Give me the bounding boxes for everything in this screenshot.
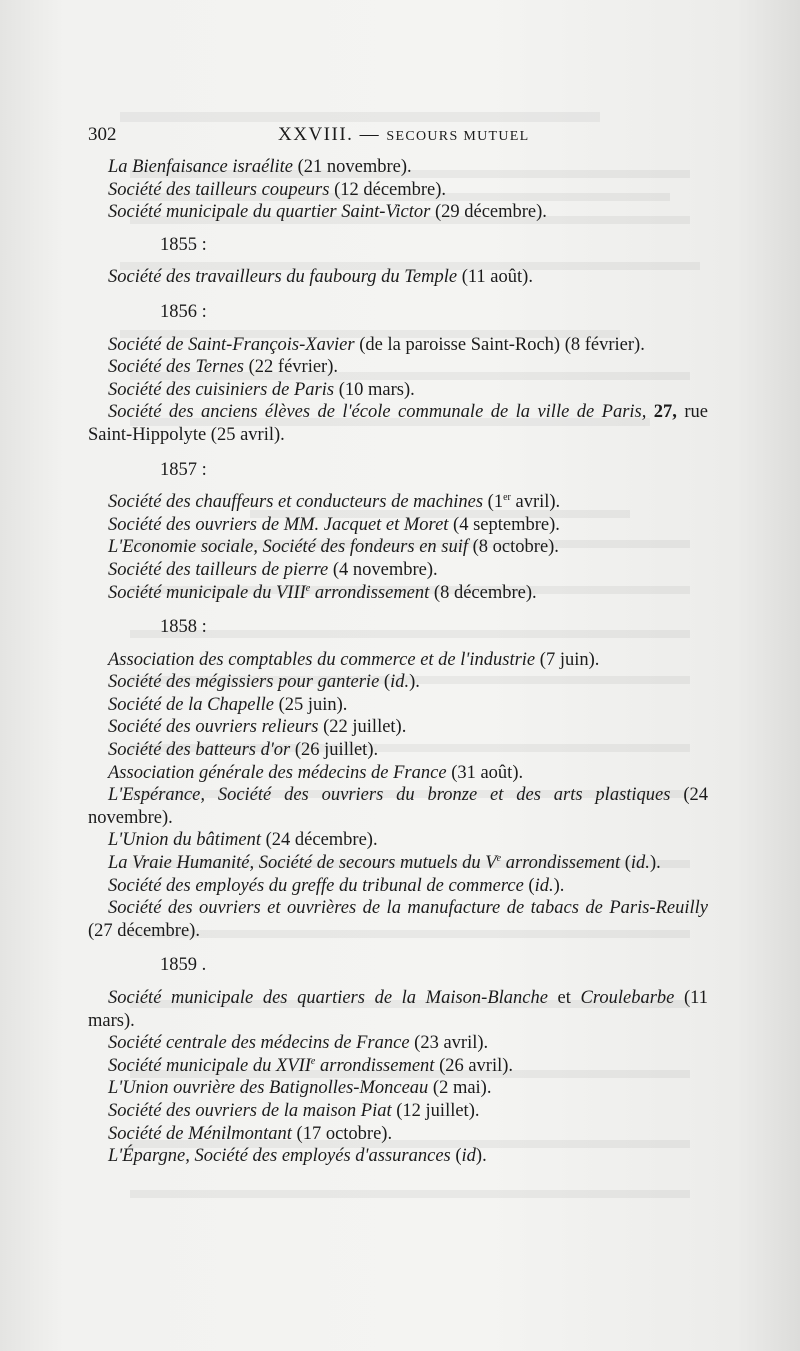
society-entry [88, 739, 708, 762]
society-entry [88, 491, 708, 514]
year-heading: 1857 : [160, 459, 207, 480]
entry-name: id. [390, 672, 410, 693]
entry-name: Société des ouvriers et ouvrières de la manufacture de tabacs de Paris-Reuilly [108, 898, 708, 919]
entry-name: Société des ouvriers relieurs [108, 717, 319, 738]
society-entry [88, 1123, 708, 1146]
society-entry [88, 875, 708, 898]
society-entry [88, 897, 708, 942]
entry-name: Société des travailleurs du faubourg du Temple [108, 267, 458, 288]
society-entry [88, 1055, 708, 1078]
entry-name: Société municipale des quartiers de la Maison-Blanche [108, 988, 548, 1008]
entry-name: La Bienfaisance israélite [108, 157, 293, 177]
entry-name: L'Espérance, Société des ouvriers du bronze et des arts plastiques [108, 785, 671, 806]
entry-date: (4 septembre). [448, 514, 560, 535]
entry-name: Société des anciens élèves de l'école communale de la ville de Paris, [108, 402, 647, 423]
society-entry [88, 266, 708, 289]
year-heading: 1859 . [160, 955, 207, 976]
entry-date: (2 mai). [428, 1078, 492, 1099]
entry-name: Croulebarbe [580, 988, 675, 1008]
entry-date: ). [475, 1146, 487, 1167]
entry-date: ( [620, 853, 631, 874]
superscript-text: e [496, 853, 502, 865]
entry-date: (23 avril). [409, 1033, 489, 1054]
chapter-title-smallcaps: SECOURS MUTUEL [386, 129, 530, 144]
society-entry [88, 762, 708, 785]
entry-date: (27 décembre). [88, 920, 200, 941]
entry-name: L'Union du bâtiment [108, 830, 261, 851]
entry-name: id. [534, 875, 554, 896]
entry-name: Société de Saint-François-Xavier [108, 334, 355, 355]
entry-name: Association générale des médecins de France [108, 762, 447, 783]
entry-name: Société de la Chapelle [108, 694, 274, 715]
entry-date: ). [409, 672, 420, 693]
year-heading: 1855 : [160, 234, 207, 255]
entry-name: arrondissement [315, 1055, 435, 1076]
society-entry [88, 987, 708, 1032]
entry-name: arrondissement [501, 853, 621, 874]
society-entry [88, 401, 708, 446]
entry-name: Société des tailleurs coupeurs [108, 179, 330, 200]
entry-name: Société des ouvriers de la maison Piat [108, 1100, 392, 1121]
entry-name: arrondissement [310, 582, 430, 603]
society-entry [88, 179, 708, 202]
running-head [88, 124, 708, 154]
page-content [88, 124, 708, 1168]
entry-date: (24 décembre). [261, 830, 378, 851]
entry-date: (22 février). [244, 357, 338, 378]
entry-date: (21 novembre). [292, 157, 412, 177]
society-entry [88, 716, 708, 739]
society-entry [88, 784, 708, 829]
society-entry [88, 852, 708, 875]
entry-date: (11 mars). [88, 988, 708, 1031]
entry-name: Société municipale du quartier Saint-Victor [108, 202, 431, 223]
entry-date: (4 novembre). [328, 559, 438, 580]
entry-date: (25 juin). [273, 694, 348, 715]
entry-name: Société des chauffeurs et conducteurs de machines [108, 492, 484, 513]
society-entry [88, 671, 708, 694]
entry-date: avril). [510, 492, 561, 513]
society-entry [88, 356, 708, 379]
entry-date: (24 novembre). [88, 785, 708, 828]
entry-name: Société des batteurs d'or [108, 740, 291, 761]
entry-date: (7 juin). [535, 649, 600, 670]
entry-name: Société municipale du VIII [108, 582, 306, 603]
society-entry [88, 379, 708, 402]
society-entry [88, 559, 708, 582]
entry-date: (10 mars). [334, 379, 415, 400]
entry-name: Société municipale du XVII [108, 1055, 311, 1076]
entry-date: (12 juillet). [391, 1100, 480, 1121]
entry-date: (26 juillet). [290, 740, 379, 761]
entry-name: Société des cuisiniers de Paris [108, 379, 335, 400]
superscript-text: e [305, 582, 311, 594]
entry-name: Société des ouvriers de MM. Jacquet et Moret [108, 514, 449, 535]
society-entry [88, 156, 708, 179]
society-entry [88, 582, 708, 605]
entry-name: L'Union ouvrière des Batignolles-Monceau [108, 1078, 429, 1099]
entry-name: Société des mégissiers pour ganterie [108, 672, 380, 693]
society-entry [88, 514, 708, 537]
entry-date: ). [649, 853, 661, 874]
year-heading: 1856 : [160, 301, 207, 322]
entry-name: id [461, 1146, 476, 1167]
entry-date: (12 décembre). [329, 179, 447, 200]
entry-date: et [547, 988, 581, 1008]
entry-date: ). [553, 875, 565, 896]
entry-name: Société des tailleurs de pierre [108, 559, 329, 580]
entry-date: (29 décembre). [430, 202, 547, 223]
superscript-text: e [310, 1055, 316, 1067]
society-entry [88, 1032, 708, 1055]
entry-date: (22 juillet). [318, 717, 407, 738]
entry-date: (11 août). [457, 267, 533, 288]
year-heading: 1858 : [160, 617, 207, 638]
entry-date: (17 octobre). [291, 1123, 393, 1144]
entry-date: (31 août). [446, 762, 524, 783]
entry-name: La Vraie Humanité, Société de secours mutuels du V [108, 853, 497, 874]
society-entry [88, 201, 708, 224]
society-entry [88, 1100, 708, 1123]
entry-date: (8 décembre). [429, 582, 537, 603]
entry-name: L'Épargne, Société des employés d'assurances [108, 1146, 451, 1167]
entry-name: Association des comptables du commerce et de l'industrie [108, 649, 536, 670]
society-entry [88, 829, 708, 852]
society-entry [88, 536, 708, 559]
entry-name: Société de Ménilmontant [108, 1123, 292, 1144]
entry-date: ( [450, 1146, 462, 1167]
chapter-title-main: XXVIII. — [278, 124, 381, 145]
entry-date: (8 octobre). [468, 537, 559, 558]
society-entry [88, 334, 708, 357]
sections-list [88, 156, 708, 1168]
entry-date: (de la paroisse Saint-Roch) (8 février). [354, 334, 645, 355]
entry-date: ( [379, 672, 391, 693]
superscript-text: er [503, 492, 511, 504]
entry-name: id. [630, 853, 650, 874]
entry-date: (1 [483, 492, 504, 513]
entry-name: Société des Ternes [108, 357, 244, 378]
society-entry [88, 1077, 708, 1100]
entry-name: Société centrale des médecins de France [108, 1033, 410, 1054]
society-entry [88, 694, 708, 717]
page-number: 302 [88, 124, 117, 145]
chapter-title [278, 124, 529, 149]
society-entry [88, 649, 708, 672]
entry-name: L'Economie sociale, Société des fondeurs en suif [108, 537, 469, 558]
entry-name: Société des employés du greffe du tribunal de commerce [108, 875, 524, 896]
entry-date: ( [523, 875, 535, 896]
society-entry [88, 1145, 708, 1168]
entry-date: rue Saint-Hippolyte (25 avril). [88, 402, 709, 445]
entry-date: (26 avril). [434, 1055, 514, 1076]
entry-number: 27, [646, 402, 677, 423]
